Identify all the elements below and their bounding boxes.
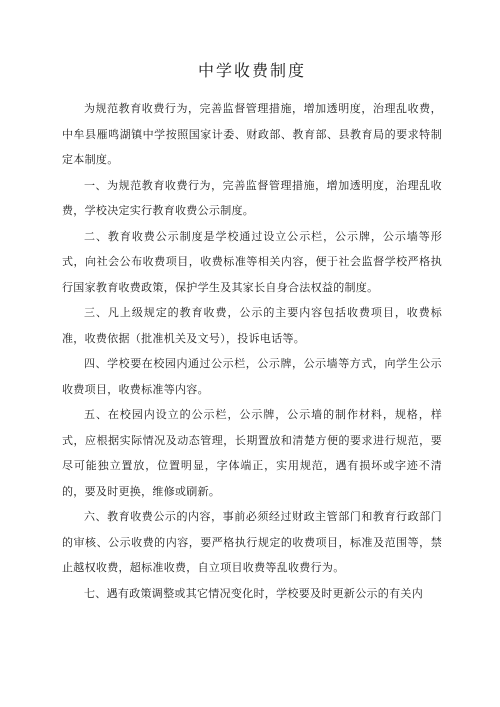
paragraph-5: 五、在校园内设立的公示栏，公示牌，公示墙的制作材料，规格，样式，应根据实际情况及动态管理，长期置放和清楚方便的要求进行规范，要尽可能独立置放，位置明显，字体端正，实用规范，遇有损坏或字迹不清的，要及时更换，维修或刷新。: [62, 408, 442, 498]
paragraph-4: 四、学校要在校园内通过公示栏，公示牌，公示墙等方式，向学生公示收费项目，收费标准等内容。: [62, 357, 442, 396]
paragraph-intro: 为规范教育收费行为，完善监督管理措施，增加透明度，治理乱收费，中牟县雁鸣湖镇中学按照国家计委、财政部、教育部、县教育局的要求特制定本制度。: [62, 102, 442, 166]
paragraph-6: 六、教育收费公示的内容，事前必须经过财政主管部门和教育行政部门的审核、公示收费的内容，要严格执行规定的收费项目，标准及范围等，禁止越权收费，超标准收费，自立项目收费等乱收费行为。: [62, 510, 442, 574]
paragraph-7: 七、遇有政策调整或其它情况变化时，学校要及时更新公示的有关内: [84, 586, 423, 600]
paragraph-1: 一、为规范教育收费行为，完善监督管理措施，增加透明度，治理乱收费，学校决定实行教育收费公示制度。: [62, 178, 442, 217]
document-title: 中学收费制度: [197, 61, 306, 80]
paragraph-2: 二、教育收费公示制度是学校通过设立公示栏，公示牌，公示墙等形式，向社会公布收费项目，收费标准等相关内容，便于社会监督学校严格执行国家教育收费政策，保护学生及其家长自身合法权益的制度。: [62, 229, 442, 294]
paragraph-3: 三、凡上级规定的教育收费，公示的主要内容包括收费项目，收费标准，收费依据（批准机关及文号），投诉电话等。: [62, 306, 442, 345]
